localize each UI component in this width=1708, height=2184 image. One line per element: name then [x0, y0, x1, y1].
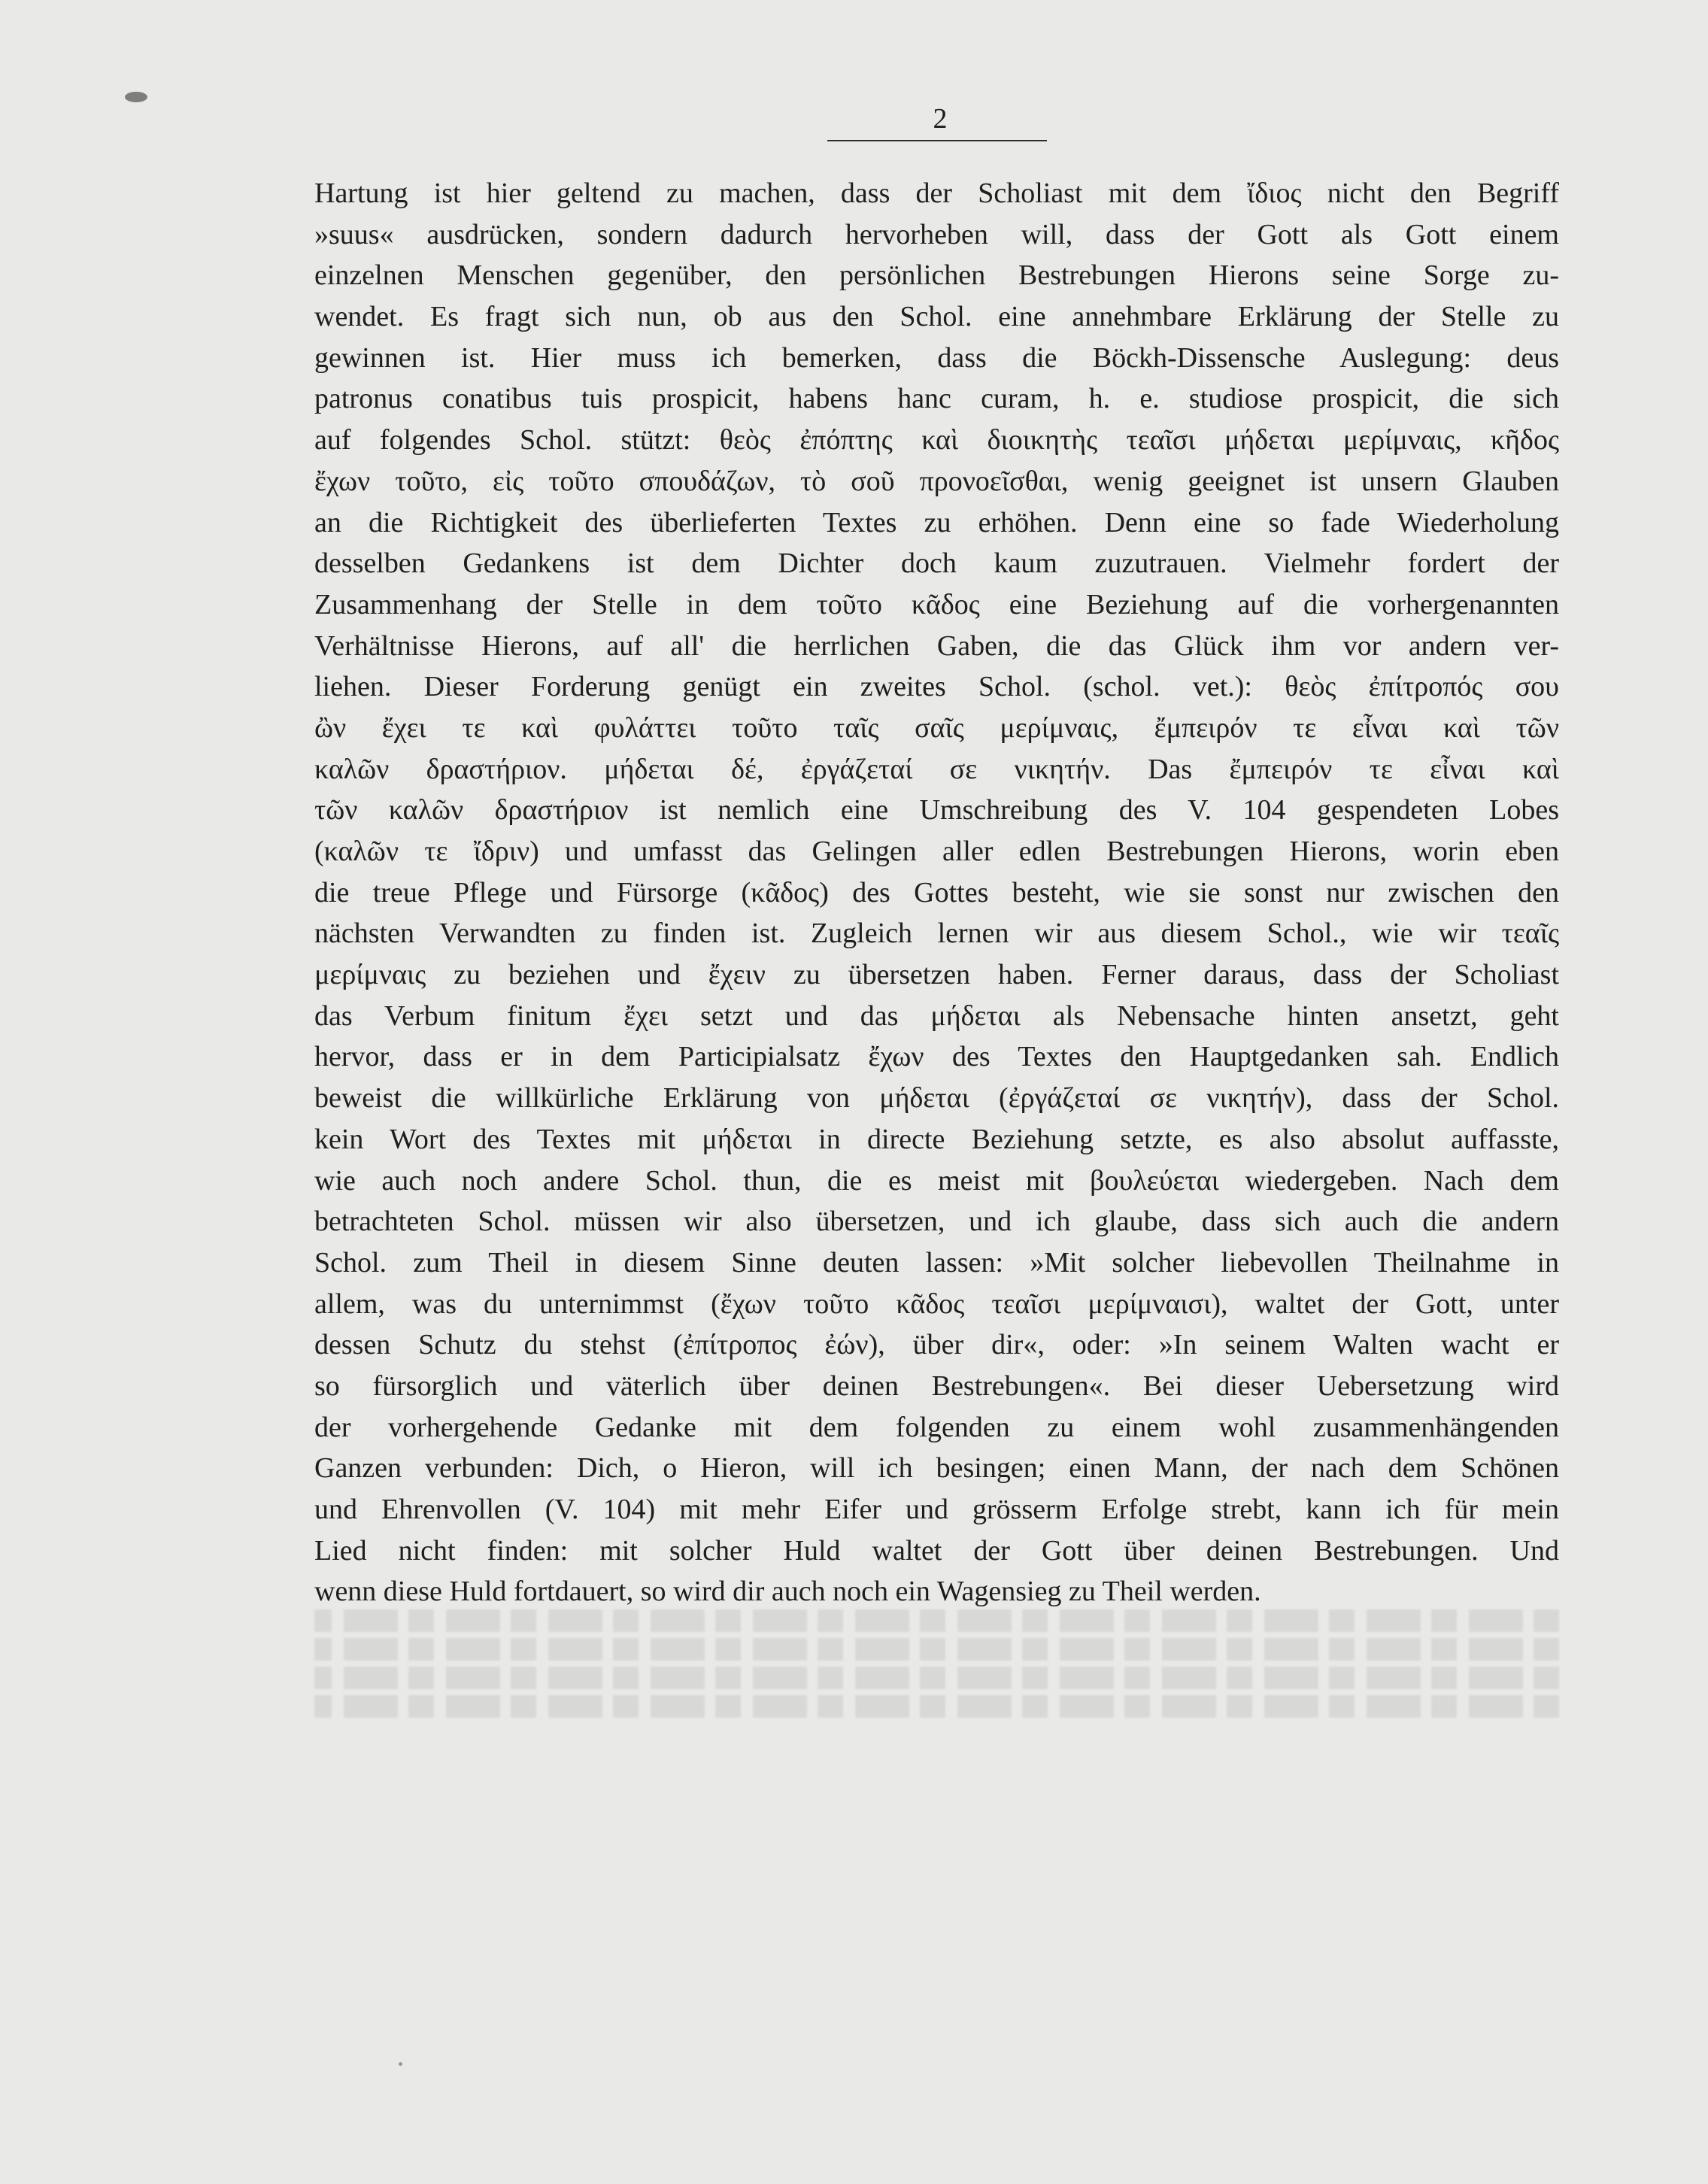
text-line: Lied nicht finden: mit solcher Huld waltet der Gott über deinen Bestrebungen. Und: [314, 1534, 1559, 1567]
text-line: Schol. zum Theil in diesem Sinne deuten lassen: »Mit solcher liebevollen Theilnahme in: [314, 1246, 1559, 1279]
text-line: beweist die willkürliche Erklärung von μήδεται (ἐργάζεταί σε νικητήν), dass der Schol.: [314, 1082, 1559, 1115]
bleed-through-line: [314, 1638, 1559, 1661]
text-line: liehen. Dieser Forderung genügt ein zweites Schol. (schol. vet.): θεὸς ἐπίτροπός σου: [314, 671, 1559, 703]
text-line: patronus conatibus tuis prospicit, habens hanc curam, h. e. studiose prospicit, die sich: [314, 383, 1559, 415]
text-line: μερίμναις zu beziehen und ἔχειν zu übersetzen haben. Ferner daraus, dass der Scholiast: [314, 959, 1559, 991]
header-rule: [827, 140, 1047, 141]
text-line: ἔχων τοῦτο, εἰς τοῦτο σπουδάζων, τὸ σοῦ προνοεῖσθαι, wenig geeignet ist unsern Glauben: [314, 465, 1559, 497]
text-line: an die Richtigkeit des überlieferten Textes zu erhöhen. Denn eine so fade Wiederholung: [314, 506, 1559, 538]
text-line: ὢν ἔχει τε καὶ φυλάττει τοῦτο ταῖς σαῖς μερίμναις, ἔμπειρόν τε εἶναι καὶ τῶν: [314, 711, 1559, 744]
text-line: wie auch noch andere Schol. thun, die es meist mit βουλεύεται wiedergeben. Nach dem: [314, 1164, 1559, 1197]
text-line: nächsten Verwandten zu finden ist. Zugleich lernen wir aus diesem Schol., wie wir τεαῖς: [314, 918, 1559, 950]
text-line: Verhältnisse Hierons, auf all' die herrlichen Gaben, die das Glück ihm vor andern ver-: [314, 629, 1559, 662]
text-line: und Ehrenvollen (V. 104) mit mehr Eifer und grösserm Erfolge strebt, kann ich für mein: [314, 1494, 1559, 1525]
text-line: καλῶν δραστήριον. μήδεται δέ, ἐργάζεταί σε νικητήν. Das ἔμπειρόν τε εἶναι καὶ: [314, 753, 1559, 785]
text-line: »suus« ausdrücken, sondern dadurch hervorheben will, dass der Gott als Gott einem: [314, 218, 1559, 250]
text-line: wenn diese Huld fortdauert, so wird dir auch noch ein Wagensieg zu Theil werden.: [314, 1576, 1261, 1608]
text-line: dessen Schutz du stehst (ἐπίτροπος ἐών), über dir«, oder: »In seinem Walten wacht er: [314, 1329, 1559, 1361]
text-line: der vorhergehende Gedanke mit dem folgenden zu einem wohl zusammenhängenden: [314, 1411, 1559, 1443]
text-line: hervor, dass er in dem Participialsatz ἔχων des Textes den Hauptgedanken sah. Endlich: [314, 1041, 1559, 1073]
text-line: so fürsorglich und väterlich über deinen Bestrebungen«. Bei dieser Uebersetzung wird: [314, 1370, 1559, 1402]
ink-speck: [125, 92, 147, 102]
text-line: Ganzen verbunden: Dich, o Hieron, will ich besingen; einen Mann, der nach dem Schönen: [314, 1452, 1559, 1485]
text-line: (καλῶν τε ἴδριν) und umfasst das Gelingen aller edlen Bestrebungen Hierons, worin eben: [314, 836, 1559, 867]
text-line: betrachteten Schol. müssen wir also übersetzen, und ich glaube, dass sich auch die andern: [314, 1206, 1559, 1238]
text-line: τῶν καλῶν δραστήριον ist nemlich eine Umschreibung des V. 104 gespendeten Lobes: [314, 794, 1559, 827]
text-line: die treue Pflege und Fürsorge (κᾶδος) des Gottes besteht, wie sie sonst nur zwischen den: [314, 876, 1559, 908]
text-line: auf folgendes Schol. stützt: θεὸς ἐπόπτης καὶ διοικητὴς τεαῖσι μήδεται μερίμναις, κῆδος: [314, 424, 1559, 457]
text-line: Zusammenhang der Stelle in dem τοῦτο κᾶδος eine Beziehung auf die vorhergenannten: [314, 588, 1559, 620]
bleed-through-line: [314, 1695, 1559, 1718]
text-line: wendet. Es fragt sich nun, ob aus den Schol. eine annehmbare Erklärung der Stelle zu: [314, 301, 1559, 333]
text-line: allem, was du unternimmst (ἔχων τοῦτο κᾶδος τεαῖσι μερίμναισι), waltet der Gott, unter: [314, 1288, 1559, 1320]
page-number: 2: [933, 103, 948, 135]
text-line: desselben Gedankens ist dem Dichter doch kaum zuzutrauen. Vielmehr fordert der: [314, 548, 1559, 580]
text-line: gewinnen ist. Hier muss ich bemerken, dass die Böckh-Dissensche Auslegung: deus: [314, 341, 1559, 374]
bleed-through-shadow: [314, 1609, 1559, 1724]
bleed-through-line: [314, 1667, 1559, 1689]
bleed-through-line: [314, 1609, 1559, 1632]
text-line: Hartung ist hier geltend zu machen, dass der Scholiast mit dem ἴδιος nicht den Begriff: [314, 177, 1559, 209]
text-line: einzelnen Menschen gegenüber, den persönlichen Bestrebungen Hierons seine Sorge zu-: [314, 259, 1559, 292]
dust-speck: [399, 2062, 402, 2066]
text-line: kein Wort des Textes mit μήδεται in directe Beziehung setzte, es also absolut auffasste,: [314, 1123, 1559, 1155]
text-line: das Verbum finitum ἔχει setzt und das μήδεται als Nebensache hinten ansetzt, geht: [314, 999, 1559, 1032]
body-text: [314, 173, 1559, 1612]
